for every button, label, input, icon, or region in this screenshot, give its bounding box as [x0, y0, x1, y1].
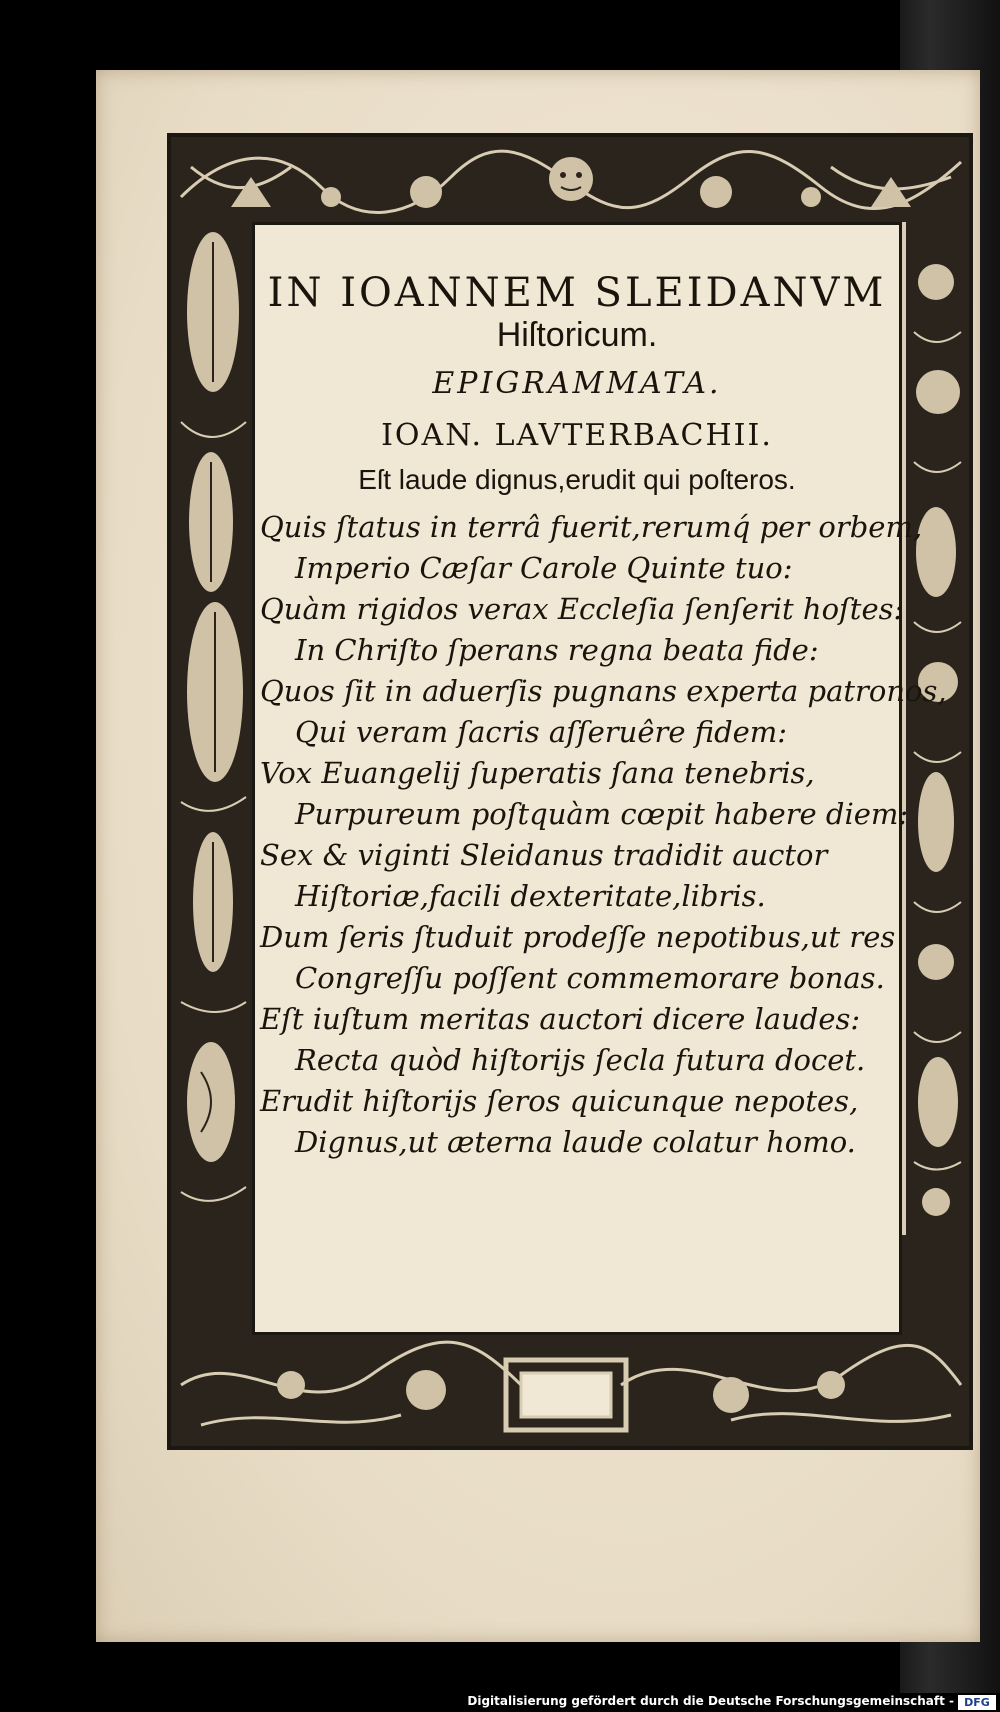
verse-line: Purpureum poſtquàm cœpit habere diem: [295, 797, 909, 831]
border-right-ornament [906, 222, 969, 1235]
verse-line: Quos ſit in aduerſis pugnans experta patronos, [260, 674, 947, 708]
verse-line: Quàm rigidos verax Eccleſia ſenſerit hoſtes: [260, 592, 904, 626]
heading-author: IOAN. LAVTERBACHII. [381, 418, 773, 453]
footer-credit: Digitalisierung gefördert durch die Deutsche Forschungsgemeinschaft - [467, 1694, 954, 1708]
verse-line: In Chriſto ſperans regna beata fide: [295, 633, 819, 667]
verse-line: Dum ſeris ſtuduit prodeſſe nepotibus,ut res [260, 920, 896, 954]
verse-line: Qui veram ſacris aſſeruêre fidem: [295, 715, 788, 749]
verse-line: Hiſtoriæ,facili dexteritate,libris. [295, 879, 766, 913]
verse-line: Dignus,ut æterna laude colatur homo. [295, 1125, 856, 1159]
heading-line-2: Hiſtoricum. [496, 316, 658, 354]
border-top-ornament [171, 137, 969, 222]
verse-line: Recta quòd hiſtorijs ſecla futura docet. [295, 1043, 866, 1077]
verse-line: Vox Euangelij ſuperatis ſana tenebris, [260, 756, 815, 790]
verse-line: Imperio Cæſar Carole Quinte tuo: [295, 551, 793, 585]
border-left-ornament [171, 222, 256, 1235]
verse-line: Sex & viginti Sleidanus tradidit auctor [260, 838, 828, 872]
dfg-logo: DFG [958, 1695, 996, 1710]
verse-line: Erudit hiſtorijs ſeros quicunque nepotes, [260, 1084, 859, 1118]
verse-line: Quis ſtatus in terrâ fuerit,rerumq́ per orbem, [260, 510, 923, 544]
digitization-footer [0, 1693, 1000, 1712]
heading-motto: Eſt laude dignus,erudit qui poſteros. [358, 464, 796, 495]
verse-line: Congreſſu poſſent commemorare bonas. [295, 961, 885, 995]
heading-epigrammata: EPIGRAMMATA. [432, 366, 722, 401]
heading-line-1: IN IOANNEM SLEIDANVM [267, 270, 887, 316]
verse-line: Eſt iuſtum meritas auctori dicere laudes: [260, 1002, 861, 1036]
